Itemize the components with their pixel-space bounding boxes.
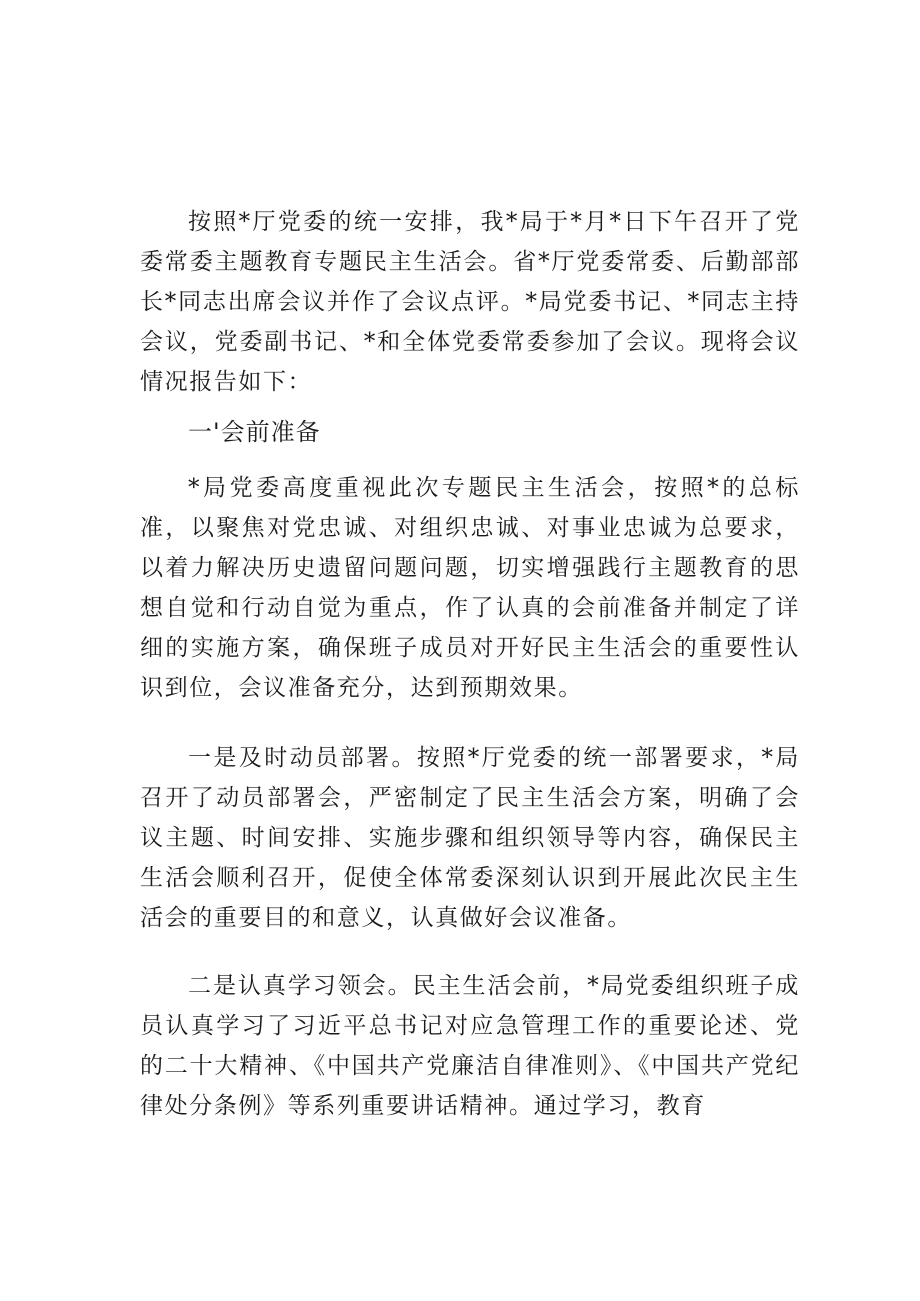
intro-paragraph: 按照*厅党委的统一安排，我*局于*月*日下午召开了党委常委主题教育专题民主生活会。省*厅党委常委、后勤部部长*同志出席会议并作了会议点评。*局党委书记、*同志主持会议，党委副书记、*和全体党委常委参加了会议。现将会议情况报告如下： (140, 209, 800, 395)
item-paragraph-mobilization: 一是及时动员部署。按照*厅党委的统一部署要求，*局召开了动员部署会，严密制定了民主生活会方案，明确了会议主题、时间安排、实施步骤和组织领导等内容，确保民主生活会顺利召开，促使全体常委深刻认识到开展此次民主生活会的重要目的和意义，认真做好会议准备。 (140, 745, 800, 931)
section-heading-preparation: 一'会前准备 (188, 418, 321, 446)
item-paragraph-study: 二是认真学习领会。民主生活会前，*局党委组织班子成员认真学习了习近平总书记对应急管理工作的重要论述、党的二十大精神、《中国共产党廉洁自律准则》、《中国共产党纪律处分条例》等系列重要讲话精神。通过学习，教育 (140, 973, 800, 1119)
section-paragraph: *局党委高度重视此次专题民主生活会，按照*的总标准，以聚焦对党忠诚、对组织忠诚、对事业忠诚为总要求，以着力解决历史遗留问题问题，切实增强践行主题教育的思想自觉和行动自觉为重点，作了认真的会前准备并制定了详细的实施方案，确保班子成员对开好民主生活会的重要性认识到位，会议准备充分，达到预期效果。 (140, 475, 800, 701)
